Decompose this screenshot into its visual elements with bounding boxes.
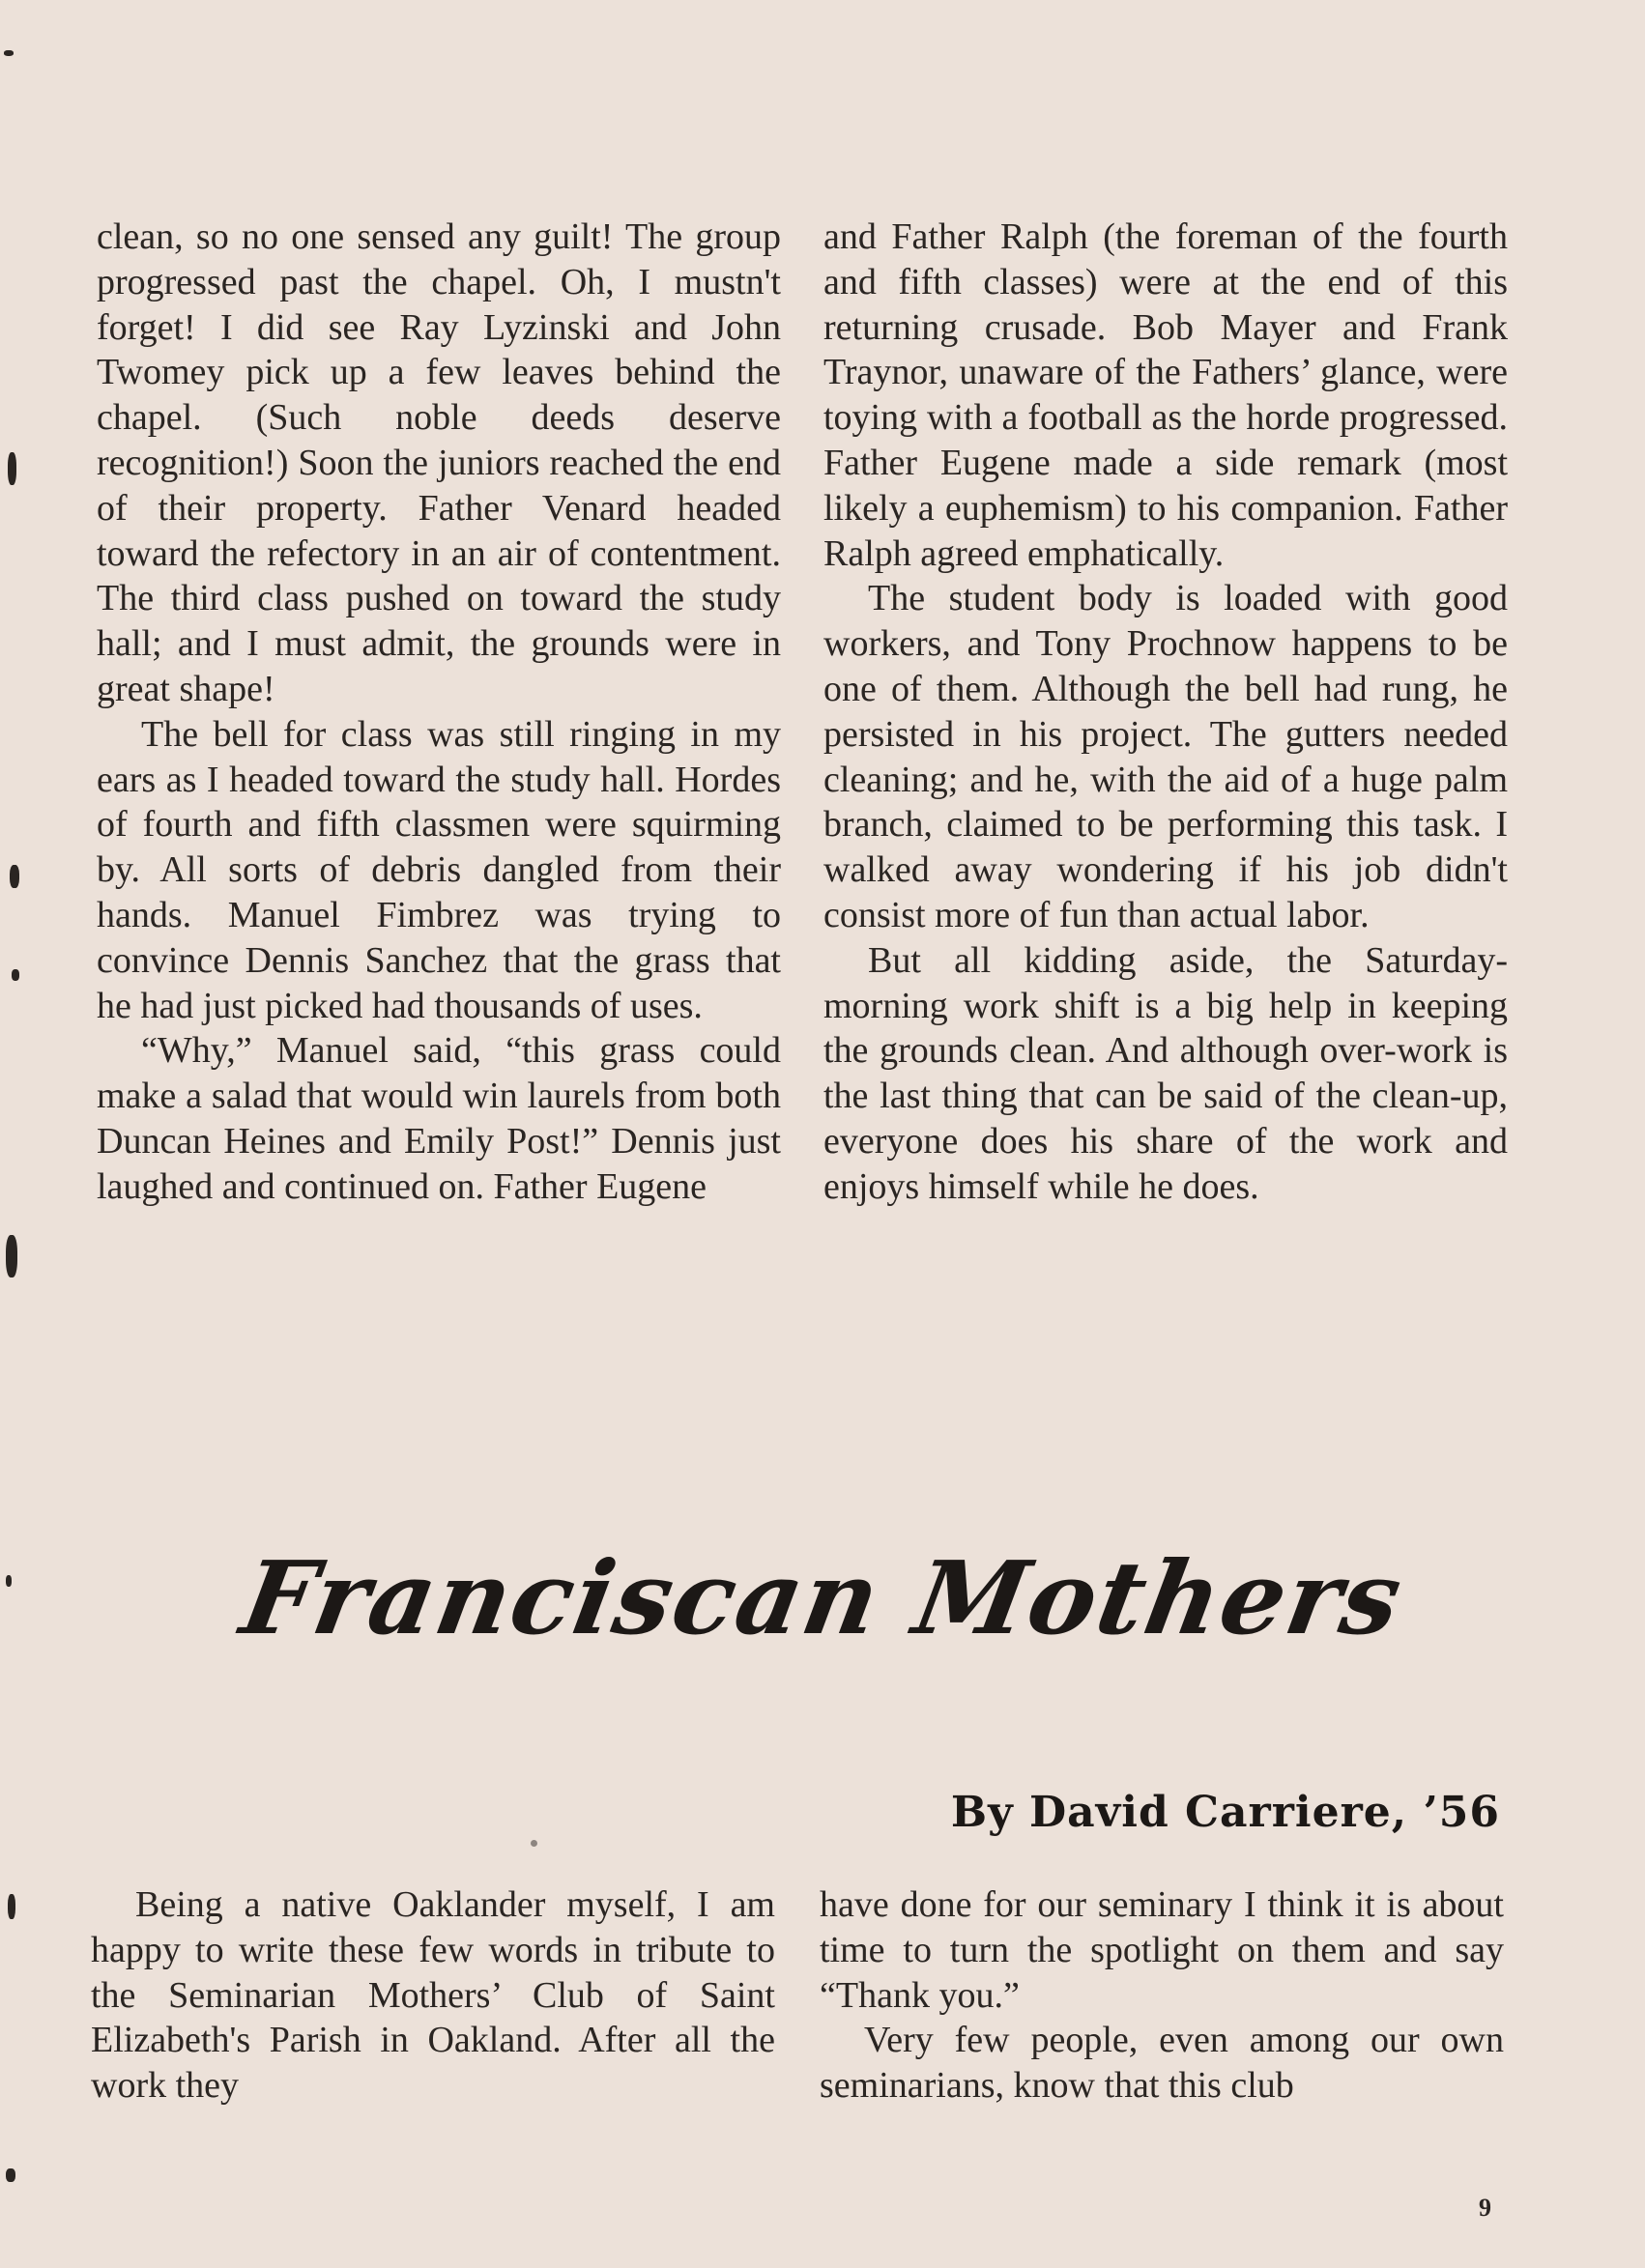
paragraph: Very few people, even among our own seminarians, know that this club: [820, 2020, 1504, 2107]
binding-mark: [6, 2168, 15, 2182]
top-right-column: [823, 215, 1508, 1210]
binding-mark: [12, 969, 19, 981]
byline: By David Carriere, ’56: [950, 1788, 1500, 1837]
paragraph: have done for our seminary I think it is about time to turn the spotlight on them and say “Thank you.”: [820, 1884, 1504, 2016]
top-left-column: [97, 215, 781, 1210]
binding-mark: [6, 1575, 12, 1587]
paragraph: clean, so no one sensed any guilt! The group progressed past the chapel. Oh, I mustn't forget! I did see Ray Lyzinski and John Twomey pick up a few leaves behind the chapel. (Such noble deeds deserve recognition!) Soon the juniors reached the end of their property. Father Venard headed toward the refectory in an air of contentment. The third class pushed on toward the study hall; and I must admit, the grounds were in great shape!: [97, 216, 781, 709]
paragraph: The bell for class was still ringing in my ears as I headed toward the study hall. Hordes of fourth and fifth classmen were squirming by. All sorts of debris dangled from their hands. Manuel Fimbrez was trying to convince Dennis Sanchez that the grass that he had just picked had thousands of uses.: [97, 713, 781, 1026]
binding-mark: [6, 1235, 17, 1278]
binding-mark: [4, 50, 14, 56]
paragraph: Being a native Oaklander myself, I am happy to write these few words in tribute to the Seminarian Mothers’ Club of Saint Elizabeth's Parish in Oakland. After all the work they: [91, 1884, 775, 2107]
article-title: Franciscan Mothers: [233, 1538, 1412, 1657]
page-number: 9: [1479, 2194, 1491, 2222]
bottom-right-column: [820, 1882, 1504, 2109]
paragraph: The student body is loaded with good workers, and Tony Prochnow happens to be one of them. Although the bell had rung, he persisted in his project. The gutters needed cleaning; and he, with the aid of a huge palm branch, claimed to be performing this task. I walked away wondering if his job didn't consist more of fun than actual labor.: [823, 578, 1508, 935]
paper-speck: [531, 1840, 537, 1847]
paragraph: “Why,” Manuel said, “this grass could make a salad that would win laurels from both Duncan Heines and Emily Post!” Dennis just laughed and continued on. Father Eugene: [97, 1030, 781, 1207]
paragraph: and Father Ralph (the foreman of the fourth and fifth classes) were at the end of this returning crusade. Bob Mayer and Frank Traynor, unaware of the Fathers’ glance, were toying with a football as the horde progressed. Father Eugene made a side remark (most likely a euphemism) to his companion. Father Ralph agreed emphatically.: [823, 216, 1508, 574]
binding-mark: [10, 865, 19, 888]
binding-mark: [8, 1894, 15, 1919]
binding-mark: [8, 452, 16, 485]
paragraph: But all kidding aside, the Saturday-morning work shift is a big help in keeping the grounds clean. And although over-work is the last thing that can be said of the clean-up, everyone does his share of the work and enjoys himself while he does.: [823, 939, 1508, 1207]
bottom-left-column: [91, 1882, 775, 2109]
